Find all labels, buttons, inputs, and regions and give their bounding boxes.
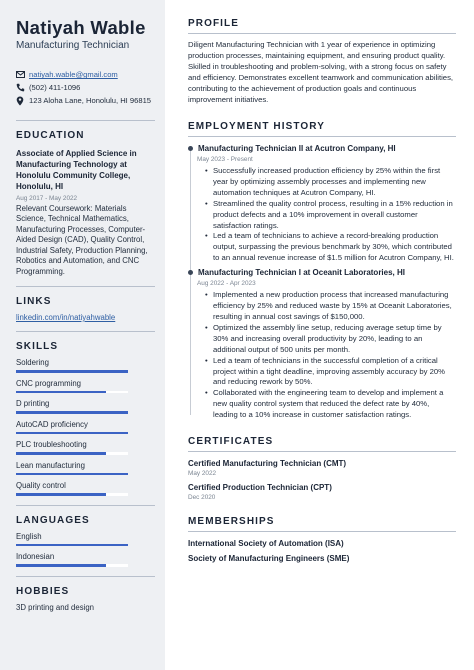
language-name: Indonesian	[16, 552, 55, 562]
job-entry	[188, 143, 456, 264]
candidate-name: Natiyah Wable	[16, 17, 146, 38]
skill-item	[16, 480, 155, 496]
education-date: Aug 2017 - May 2022	[16, 194, 78, 202]
language-level-bar	[16, 564, 128, 567]
divider	[188, 531, 456, 532]
language-level-bar	[16, 544, 128, 547]
skill-level-bar	[16, 452, 128, 455]
phone-text: (502) 411-1096	[29, 83, 81, 93]
membership-item: International Society of Automation (ISA)	[188, 539, 344, 549]
address-text: 123 Aloha Lane, Honolulu, HI 96815	[29, 96, 152, 106]
language-level-fill	[16, 564, 106, 567]
contact-phone-row	[16, 81, 155, 94]
skill-name: CNC programming	[16, 378, 81, 388]
candidate-role: Manufacturing Technician	[16, 40, 130, 52]
contact-address-row	[16, 94, 155, 107]
skill-level-bar	[16, 473, 128, 476]
skill-level-fill	[16, 493, 106, 496]
profile-text: Diligent Manufacturing Technician with 1 year of experience in optimizing production processes, maintaining equipment, and ensuring product quality. Skilled in troubleshooting and problem-solving, with a strong focus on safety and efficiency. Demonstrates excellent teamwork and communication abilities, contributing to the achievement of production goals and continuous improvement initiatives.	[188, 40, 454, 104]
certificates-heading: CERTIFICATES	[188, 436, 274, 448]
email-link[interactable]: natiyah.wable@gmail.com	[29, 70, 118, 80]
skill-level-bar	[16, 432, 128, 435]
hobbies-heading: HOBBIES	[16, 585, 70, 597]
list-item: • Successfully increased production efficiency by 25% within the first year by optimizing assembly processes and implementing new automation techniques at Acutron Company, HI.	[205, 166, 456, 199]
language-item	[16, 551, 155, 567]
skill-item	[16, 357, 155, 373]
certificate-date: May 2022	[188, 470, 217, 478]
contact-block	[16, 68, 155, 107]
skill-level-bar	[16, 411, 128, 414]
skill-name: Lean manufacturing	[16, 460, 85, 470]
list-item: • Led a team of technicians to achieve a record-breaking production output, surpassing the previous benchmark by 30%, which contributed to an annual revenue increase of $1.5 million for Acutron Company, HI.	[205, 231, 456, 264]
skill-name: AutoCAD proficiency	[16, 419, 88, 429]
skill-level-bar	[16, 493, 128, 496]
divider	[16, 331, 155, 332]
certificate-name: Certified Production Technician (CPT)	[188, 483, 332, 493]
languages-heading: LANGUAGES	[16, 514, 90, 526]
links-heading: LINKS	[16, 296, 52, 308]
sidebar	[0, 0, 165, 670]
list-item: • Optimized the assembly line setup, reducing average setup time by 30% and increasing overall productivity by 20%, leading to an additional output of 500 units per month.	[205, 323, 456, 356]
memberships-heading: MEMBERSHIPS	[188, 516, 275, 528]
list-item: • Collaborated with the engineering team to develop and implement a new quality control system that reduced the defect rate by 40%, leading to a 10% increase in customer satisfaction ratings.	[205, 388, 456, 421]
skill-level-fill	[16, 473, 128, 476]
skill-name: D printing	[16, 399, 50, 409]
divider	[188, 136, 456, 137]
skill-level-fill	[16, 391, 106, 394]
skill-item	[16, 419, 155, 435]
phone-icon	[16, 83, 29, 92]
job-title	[188, 267, 456, 278]
skill-name: Quality control	[16, 481, 66, 491]
skill-item	[16, 460, 155, 476]
education-heading: EDUCATION	[16, 130, 85, 142]
skills-heading: SKILLS	[16, 341, 59, 353]
linkedin-link[interactable]: linkedin.com/in/natiyahwable	[16, 313, 116, 323]
job-date: May 2023 - Present	[197, 156, 253, 163]
job-title-text: Manufacturing Technician II at Acutron Company, HI	[198, 144, 396, 153]
languages-list	[16, 531, 155, 567]
skill-level-fill	[16, 452, 106, 455]
divider	[188, 33, 456, 34]
language-item	[16, 531, 155, 547]
job-date: Aug 2022 - Apr 2023	[197, 280, 256, 288]
education-coursework: Relevant Coursework: Materials Science, Technical Mathematics, Manufacturing Processes, Computer-Aided Design (CAD), Quality Control, Industrial Safety, Production Planning, Robotics and Automation, and CNC Programming.	[16, 203, 148, 276]
skill-level-bar	[16, 391, 128, 394]
location-pin-icon	[16, 96, 29, 106]
skill-item	[16, 439, 155, 455]
certificate-item	[188, 458, 456, 478]
membership-item: Society of Manufacturing Engineers (SME)	[188, 554, 350, 564]
job-title	[188, 143, 456, 154]
job-entry	[188, 267, 456, 421]
job-bullets	[205, 290, 456, 421]
skill-level-bar	[16, 370, 128, 373]
skill-name: PLC troubleshooting	[16, 440, 87, 450]
hobby-item: 3D printing and design	[16, 602, 95, 612]
skill-name: Soldering	[16, 358, 49, 368]
profile-heading: PROFILE	[188, 18, 240, 29]
employment-heading: EMPLOYMENT HISTORY	[188, 121, 326, 132]
list-item: • Implemented a new production process that increased manufacturing efficiency by 25% and reduced waste by 15% at Oceanit Laboratories, resulting in annual cost savings of $150,000.	[205, 290, 456, 323]
skill-item	[16, 398, 155, 414]
timeline-line	[190, 275, 191, 415]
skill-level-fill	[16, 432, 128, 435]
education-degree: Associate of Applied Science in Manufacturing Technology at Honolulu Community College, Honolulu, HI	[16, 149, 137, 191]
list-item: • Led a team of technicians in the successful completion of a critical project within a tight deadline, improving assembly accuracy by 20% and reducing rework by 50%.	[205, 356, 456, 389]
divider	[16, 120, 155, 121]
divider	[16, 505, 155, 506]
divider	[16, 576, 155, 577]
contact-email-row	[16, 68, 155, 81]
skill-level-fill	[16, 370, 128, 373]
main-content	[188, 18, 456, 564]
divider	[16, 286, 155, 287]
skills-list	[16, 357, 155, 496]
job-bullets	[205, 166, 456, 264]
list-item: • Streamlined the quality control process, resulting in a 15% reduction in product defects and a 10% improvement in overall customer satisfaction ratings.	[205, 199, 456, 232]
certificate-date: Dec 2020	[188, 494, 216, 502]
envelope-icon	[16, 71, 29, 78]
divider	[188, 451, 456, 452]
certificate-item	[188, 482, 456, 502]
language-name: English	[16, 531, 42, 541]
skill-item	[16, 378, 155, 394]
skill-level-fill	[16, 411, 128, 414]
certificate-name: Certified Manufacturing Technician (CMT)	[188, 459, 347, 469]
job-title-text: Manufacturing Technician I at Oceanit Laboratories, HI	[198, 268, 405, 278]
language-level-fill	[16, 544, 128, 547]
